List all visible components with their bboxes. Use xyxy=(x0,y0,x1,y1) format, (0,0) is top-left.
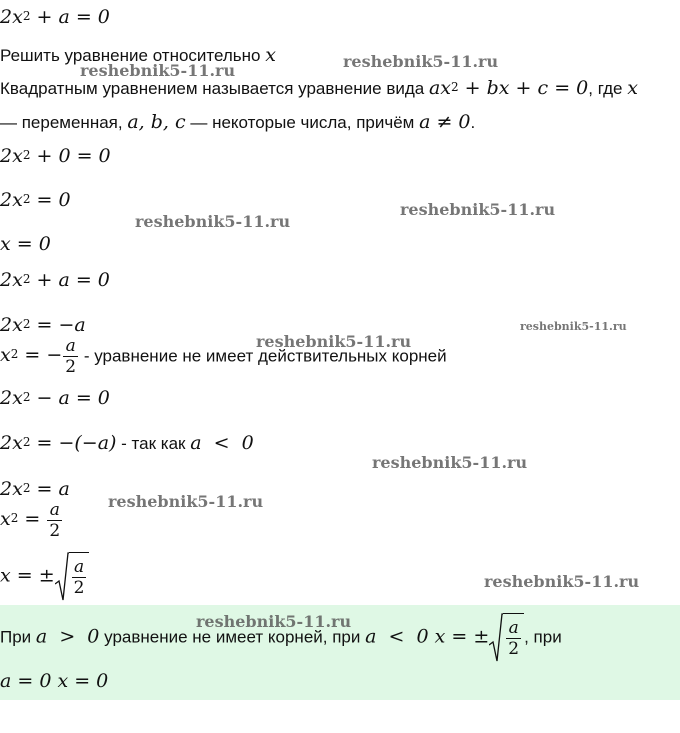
equation-line-9: $2x^2 = -a$ xyxy=(0,314,86,336)
watermark: reshebnik5-11.ru xyxy=(80,61,236,80)
radical-sign-icon xyxy=(489,613,503,663)
square-root: $\frac{a}{2}$ xyxy=(55,552,90,602)
equation-line-1: $2x^2 + a = 0$ xyxy=(0,6,110,28)
equation-line-8: $2x^2 + a = 0$ xyxy=(0,269,110,291)
watermark: reshebnik5-11.ru xyxy=(520,320,627,333)
fraction: $\frac{a}{2}$ xyxy=(49,500,61,541)
definition-line-2: — переменная, a, b, c — некоторые числа, причём a ≠ 0. xyxy=(0,111,476,133)
watermark: reshebnik5-11.ru xyxy=(196,612,352,631)
equation-line-6: $2x^2 = 0$ xyxy=(0,189,71,211)
watermark: reshebnik5-11.ru xyxy=(256,332,412,351)
answer-line-2: a = 0 x = 0 xyxy=(0,670,109,692)
equation-line-7: x = 0 xyxy=(0,233,51,255)
radical-sign-icon xyxy=(55,552,69,602)
fraction: $\frac{a}{2}$ xyxy=(65,336,77,377)
watermark: reshebnik5-11.ru xyxy=(400,200,556,219)
task-line: Решить уравнение относительно x xyxy=(0,44,276,66)
equation-line-15: x = ± $\frac{a}{2}$ xyxy=(0,552,89,602)
equation-line-13: $2x^2 = a$ xyxy=(0,478,70,500)
watermark: reshebnik5-11.ru xyxy=(108,492,264,511)
equation-line-11: $2x^2 - a = 0$ xyxy=(0,387,110,409)
watermark: reshebnik5-11.ru xyxy=(484,572,640,591)
square-root: $\frac{a}{2}$ xyxy=(489,613,524,663)
answer-line-1: При a > 0 уравнение не имеет корней, при a < 0 x = ± $\frac{a}{2}$ , при xyxy=(0,613,562,663)
equation-line-5: $2x^2 + 0 = 0$ xyxy=(0,145,111,167)
equation-line-10: $x^2$ = − $\frac{a}{2}$ - уравнение не имеет действительных корней xyxy=(0,336,447,377)
equation-line-12: $2x^2 = -(-a)$ - так как a < 0 xyxy=(0,432,254,454)
watermark: reshebnik5-11.ru xyxy=(343,52,499,71)
equation-line-14: $x^2$ = $\frac{a}{2}$ xyxy=(0,500,61,541)
watermark: reshebnik5-11.ru xyxy=(372,453,528,472)
watermark: reshebnik5-11.ru xyxy=(135,212,291,231)
definition-line-1: Квадратным уравнением называется уравнение вида $ax^2$ + bx + c = 0, где x xyxy=(0,77,638,99)
